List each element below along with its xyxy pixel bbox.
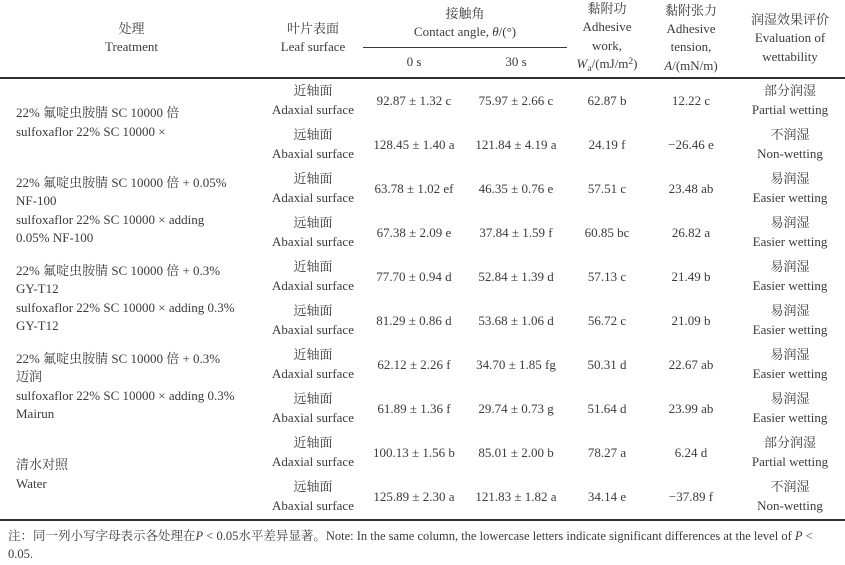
contact-angle-30s-cell: 34.70 ± 1.85 fg [476, 356, 556, 372]
contact-angle-30s-cell: 75.97 ± 2.66 c [478, 92, 554, 108]
treatment-line: Mairun [16, 406, 55, 422]
header-evaluation-en1: Evaluation of [754, 30, 826, 46]
wettability-evaluation-cell [735, 387, 845, 431]
treatment-line: sulfoxaflor 22% SC 10000 × adding 0.3% [16, 387, 235, 403]
leaf-surface-en: Adaxial surface [272, 189, 354, 205]
leaf-surface-en: Adaxial surface [272, 365, 354, 381]
contact-angle-30s-cell: 52.84 ± 1.39 d [478, 268, 554, 284]
treatment-line: 22% 氟啶虫胺腈 SC 10000 倍 + 0.3% [16, 350, 221, 366]
treatment-line: sulfoxaflor 22% SC 10000 × [16, 123, 166, 139]
wettability-evaluation-cell [735, 343, 845, 387]
table-footnote [8, 528, 837, 564]
leaf-surface-cell [263, 78, 363, 123]
treatment-line: 清水对照 [16, 457, 69, 473]
leaf-surface-cell [263, 123, 363, 167]
contact-angle-0s-cell: 61.89 ± 1.36 f [377, 400, 451, 416]
header-contact-angle-zh: 接触角 [445, 5, 485, 21]
table-row [0, 343, 845, 387]
table-row [0, 255, 845, 299]
contact-angle-0s-cell: 62.12 ± 2.26 f [377, 356, 451, 372]
contact-angle-30s-cell: 121.84 ± 4.19 a [475, 136, 557, 152]
treatment-line: sulfoxaflor 22% SC 10000 × adding 0.3% [16, 299, 235, 315]
adhesive-tension-cell: 23.99 ab [668, 400, 714, 416]
col-header-adhesive-work [567, 0, 647, 78]
contact-angle-0s-cell: 63.78 ± 1.02 ef [374, 180, 454, 196]
header-tension-zh: 黏附张力 [665, 2, 718, 18]
header-work-zh: 黏附功 [587, 1, 627, 16]
col-header-30s: 30 s [465, 47, 567, 78]
adhesive-tension-cell: 21.09 b [671, 312, 711, 328]
contact-angle-30s-cell: 46.35 ± 0.76 e [478, 180, 554, 196]
footnote-segment: < 0.05水平差异显著。Note: In the same column, the lowercase letters indicate significant differences at the level of [203, 528, 795, 543]
leaf-surface-zh: 近轴面 [293, 347, 333, 363]
header-treatment-en: Treatment [105, 39, 158, 55]
treatment-line: 0.05% NF-100 [16, 230, 94, 246]
contact-angle-0s-cell: 100.13 ± 1.56 b [373, 444, 455, 460]
evaluation-zh: 部分润湿 [764, 435, 817, 451]
treatment-line: 22% 氟啶虫胺腈 SC 10000 倍 + 0.3% [16, 262, 221, 278]
header-tension-formula: A/(mN/m) [664, 57, 718, 73]
evaluation-en: Easier wetting [752, 277, 828, 293]
leaf-surface-zh: 远轴面 [293, 215, 333, 231]
table-row [0, 167, 845, 211]
evaluation-zh: 不润湿 [770, 127, 810, 143]
adhesive-work-cell: 34.14 e [587, 488, 627, 504]
adhesive-work-cell: 57.13 c [587, 268, 627, 284]
contact-angle-0s-cell: 81.29 ± 0.86 d [376, 312, 452, 328]
leaf-surface-cell [263, 167, 363, 211]
adhesive-tension-cell: 12.22 c [671, 92, 711, 108]
adhesive-work-cell: 51.64 d [587, 400, 627, 416]
wettability-evaluation-cell [735, 431, 845, 475]
evaluation-en: Easier wetting [752, 409, 828, 425]
wettability-evaluation-cell [735, 78, 845, 123]
adhesive-work-cell: 60.85 bc [584, 224, 630, 240]
evaluation-zh: 部分润湿 [764, 83, 817, 99]
leaf-surface-zh: 远轴面 [293, 303, 333, 319]
treatment-cell [0, 343, 263, 431]
footnote-segment: P [195, 528, 204, 543]
col-header-evaluation [735, 0, 845, 78]
treatment-cell [0, 255, 263, 343]
table-row [0, 78, 845, 123]
leaf-surface-zh: 近轴面 [293, 435, 333, 451]
evaluation-zh: 易润湿 [770, 215, 810, 231]
contact-angle-0s-cell: 77.70 ± 0.94 d [376, 268, 452, 284]
col-header-adhesive-tension [647, 0, 735, 78]
evaluation-en: Partial wetting [751, 453, 829, 469]
leaf-surface-zh: 近轴面 [293, 83, 333, 99]
treatment-line: 迈润 [16, 369, 43, 385]
wettability-evaluation-cell [735, 299, 845, 343]
evaluation-en: Easier wetting [752, 233, 828, 249]
wettability-evaluation-cell [735, 211, 845, 255]
col-header-leaf-surface [263, 0, 363, 78]
leaf-surface-en: Abaxial surface [272, 497, 354, 513]
leaf-surface-zh: 近轴面 [293, 171, 333, 187]
leaf-surface-zh: 远轴面 [293, 391, 333, 407]
header-treatment-zh: 处理 [118, 20, 145, 36]
contact-angle-30s-cell: 29.74 ± 0.73 g [478, 400, 554, 416]
adhesive-work-cell: 50.31 d [587, 356, 627, 372]
leaf-surface-en: Adaxial surface [272, 277, 354, 293]
evaluation-zh: 不润湿 [770, 479, 810, 495]
leaf-surface-cell [263, 431, 363, 475]
header-work-formula: $W_a/(mJ/m^2)$ [576, 56, 638, 75]
col-header-contact-angle [363, 0, 567, 47]
treatment-line: sulfoxaflor 22% SC 10000 × adding [16, 211, 205, 227]
leaf-surface-cell [263, 475, 363, 520]
theta-symbol: θ [492, 24, 499, 40]
leaf-surface-cell [263, 387, 363, 431]
contact-angle-30s-cell: 121.83 ± 1.82 a [475, 488, 557, 504]
leaf-surface-en: Adaxial surface [272, 453, 354, 469]
contact-angle-30s-cell: 85.01 ± 2.00 b [478, 444, 554, 460]
leaf-surface-zh: 近轴面 [293, 259, 333, 275]
leaf-surface-cell [263, 299, 363, 343]
adhesive-tension-cell: −26.46 e [668, 136, 714, 152]
col-header-treatment [0, 0, 263, 78]
adhesive-tension-cell: 21.49 b [671, 268, 711, 284]
leaf-surface-zh: 远轴面 [293, 127, 333, 143]
leaf-surface-zh: 远轴面 [293, 479, 333, 495]
adhesive-work-cell: 24.19 f [588, 136, 626, 152]
header-evaluation-zh: 润湿效果评价 [751, 11, 830, 27]
contact-angle-30s-cell: 53.68 ± 1.06 d [478, 312, 554, 328]
header-tension-en2: tension, [670, 39, 712, 55]
leaf-surface-cell [263, 211, 363, 255]
wettability-evaluation-cell [735, 123, 845, 167]
header-leaf-surface-zh: 叶片表面 [286, 20, 339, 36]
contact-angle-30s-cell: 37.84 ± 1.59 f [479, 224, 553, 240]
table-header [0, 0, 845, 78]
treatment-line: 22% 氟啶虫胺腈 SC 10000 倍 + 0.05% [16, 174, 227, 190]
header-work-en1: Adhesive [582, 19, 632, 35]
leaf-surface-cell [263, 255, 363, 299]
treatment-line: 22% 氟啶虫胺腈 SC 10000 倍 [16, 105, 180, 121]
col-header-0s: 0 s [363, 47, 465, 78]
footnote-segment: 注：同一列小写字母表示各处理在 [8, 528, 196, 543]
table-row [0, 431, 845, 475]
evaluation-en: Non-wetting [757, 145, 823, 161]
treatment-line: Water [16, 475, 47, 491]
footnote-segment: P [794, 528, 803, 543]
leaf-surface-en: Adaxial surface [272, 101, 354, 117]
adhesive-work-cell: 62.87 b [587, 92, 627, 108]
treatment-cell [0, 431, 263, 520]
footnote-segment: < 0.05. [8, 528, 813, 561]
contact-angle-0s-cell: 92.87 ± 1.32 c [376, 92, 452, 108]
adhesive-tension-cell: 26.82 a [671, 224, 711, 240]
table-body [0, 78, 845, 520]
wettability-evaluation-cell [735, 475, 845, 520]
header-evaluation-en2: wettability [762, 48, 818, 64]
adhesive-work-cell: 57.51 c [587, 180, 627, 196]
leaf-surface-en: Abaxial surface [272, 409, 354, 425]
wettability-evaluation-cell [735, 255, 845, 299]
treatment-line: GY-T12 [16, 318, 59, 334]
contact-angle-0s-cell: 125.89 ± 2.30 a [373, 488, 455, 504]
evaluation-en: Partial wetting [751, 101, 829, 117]
evaluation-zh: 易润湿 [770, 303, 810, 319]
leaf-surface-en: Abaxial surface [272, 233, 354, 249]
adhesive-tension-cell: 23.48 ab [668, 180, 714, 196]
leaf-surface-en: Abaxial surface [272, 321, 354, 337]
treatment-cell [0, 167, 263, 255]
evaluation-zh: 易润湿 [770, 347, 810, 363]
contact-angle-0s-cell: 67.38 ± 2.09 e [376, 224, 452, 240]
adhesive-tension-cell: 6.24 d [674, 444, 708, 460]
header-leaf-surface-en: Leaf surface [280, 39, 346, 55]
treatment-cell [0, 78, 263, 167]
evaluation-zh: 易润湿 [770, 391, 810, 407]
evaluation-en: Non-wetting [757, 497, 823, 513]
header-contact-angle-en: Contact angle, θ/(°) [413, 24, 517, 40]
adhesive-tension-cell: −37.89 f [668, 488, 714, 504]
header-work-en2: work, [592, 37, 622, 53]
contact-angle-0s-cell: 128.45 ± 1.40 a [373, 136, 455, 152]
leaf-surface-en: Abaxial surface [272, 145, 354, 161]
header-tension-en1: Adhesive [666, 20, 716, 36]
leaf-surface-cell [263, 343, 363, 387]
adhesive-tension-cell: 22.67 ab [668, 356, 714, 372]
evaluation-en: Easier wetting [752, 189, 828, 205]
evaluation-en: Easier wetting [752, 365, 828, 381]
evaluation-en: Easier wetting [752, 321, 828, 337]
treatment-line: GY-T12 [16, 281, 59, 297]
adhesive-work-cell: 56.72 c [587, 312, 627, 328]
adhesive-work-cell: 78.27 a [587, 444, 627, 460]
evaluation-zh: 易润湿 [770, 171, 810, 187]
wettability-evaluation-cell [735, 167, 845, 211]
evaluation-zh: 易润湿 [770, 259, 810, 275]
treatment-line: NF-100 [16, 193, 57, 209]
